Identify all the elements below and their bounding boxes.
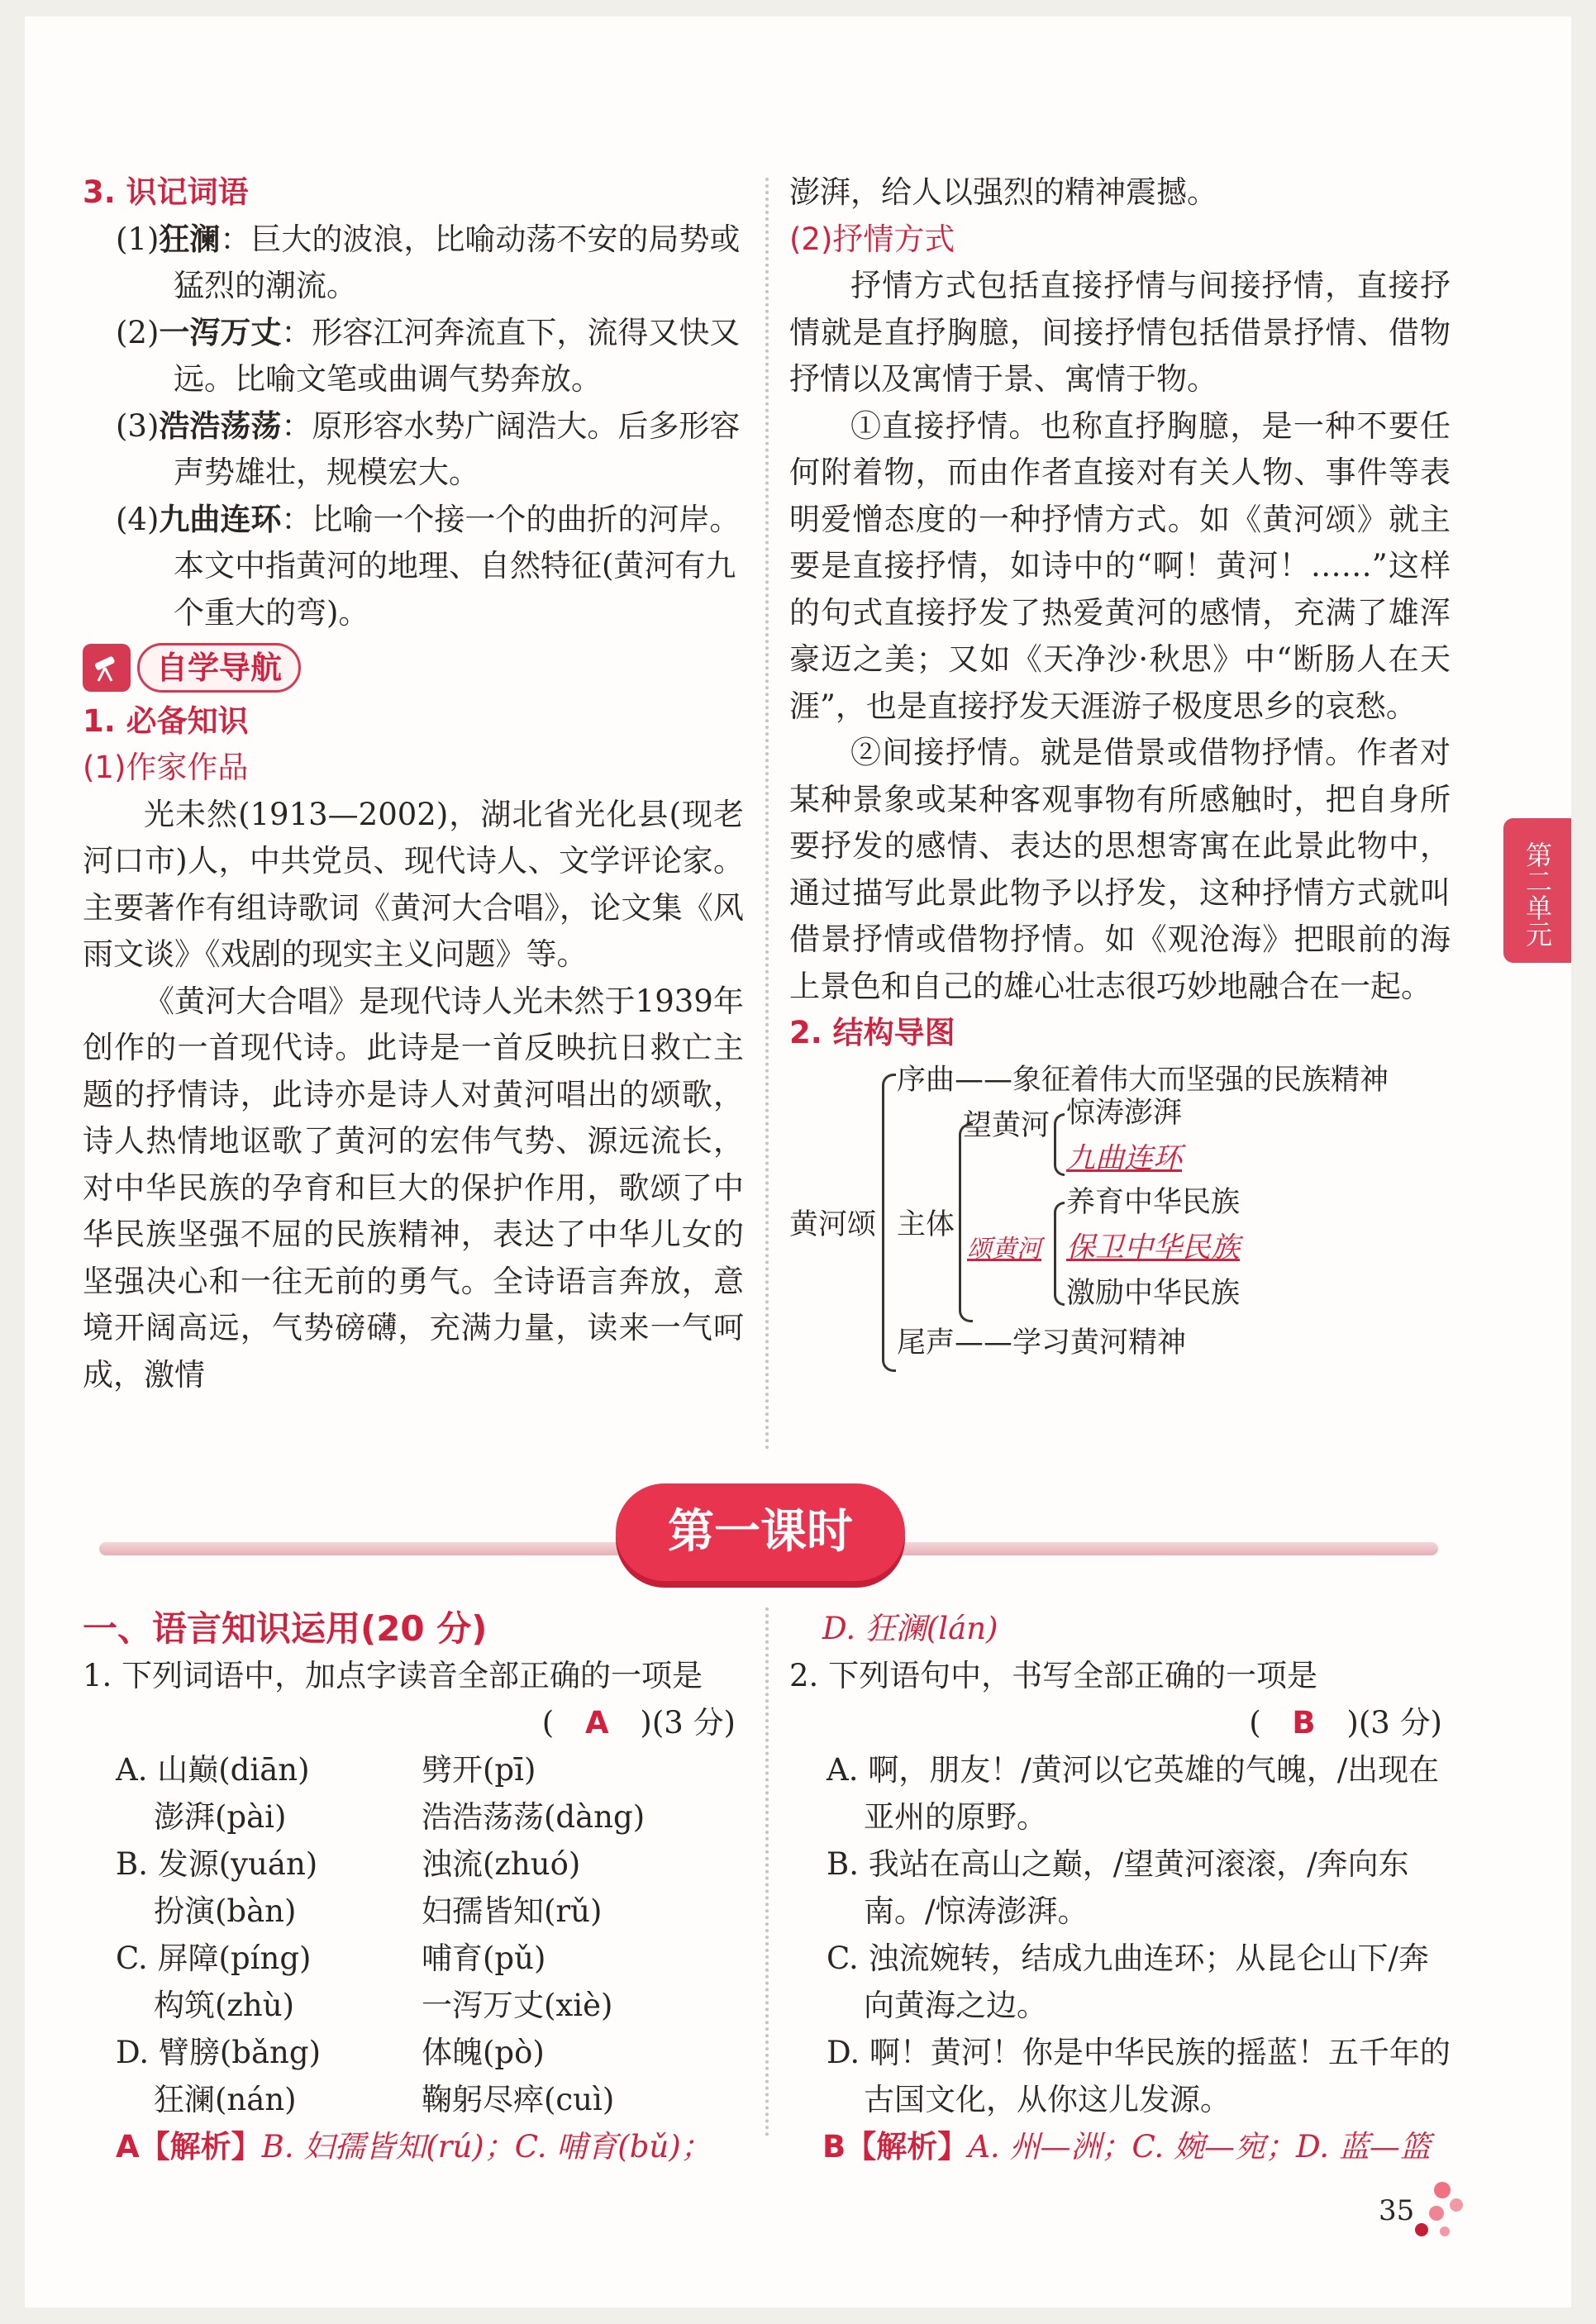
map-wang-item: 惊涛澎湃 — [1066, 1096, 1183, 1130]
section-title: 一、语言知识运用(20 分) — [83, 1608, 488, 1649]
telescope-icon — [83, 644, 131, 692]
vocab-def: ：原形容水势广阔浩大。后多形容声势雄壮，规模宏大。 — [174, 407, 741, 490]
self-study-guide — [83, 643, 301, 693]
option-word: 鞠躬尽瘁(cuì) — [422, 2082, 615, 2117]
q2-option — [789, 2029, 1451, 2123]
author-subtitle: (1)作家作品 — [83, 750, 249, 785]
q1-option-c2 — [83, 1982, 744, 2029]
explain-text: A. 州—洲；C. 婉—宛；D. 蓝—篮 — [968, 2129, 1431, 2164]
map-song-item-answer: 保卫中华民族 — [1066, 1231, 1241, 1264]
lyric-subtitle: (2)抒情方式 — [789, 221, 955, 257]
option-label: C. — [116, 1941, 148, 1976]
left-column — [83, 169, 744, 1398]
vocab-term: 一泻万丈 — [159, 314, 282, 350]
option-word: 山巅(diān) — [157, 1752, 310, 1788]
q1-paren: ( — [541, 1705, 555, 1741]
q2-explanation — [789, 2123, 1451, 2170]
option-label: B. — [827, 1846, 859, 1882]
questions-left — [83, 1605, 744, 2170]
q1-stem-text: 1. 下列词语中，加点字读音全部正确的一项是 — [83, 1658, 703, 1693]
q2-answer: B — [1292, 1705, 1316, 1741]
option-word: 澎湃(pài) — [154, 1799, 287, 1835]
option-text: 啊，朋友！/黄河以它英雄的气魄，/出现在亚州的原野。 — [864, 1752, 1440, 1835]
option-word: 屏障(píng) — [157, 1941, 312, 1976]
map-song-item: 养育中华民族 — [1066, 1185, 1241, 1219]
guide-label: 自学导航 — [137, 643, 301, 693]
vocab-item — [83, 217, 744, 310]
vocab-item — [83, 403, 744, 497]
column-divider-bottom — [765, 1607, 769, 2136]
q1-option-a2 — [83, 1793, 744, 1841]
map-prelude: 序曲——象征着伟大而坚强的民族精神 — [897, 1063, 1389, 1097]
vocab-num: (4) — [116, 501, 160, 537]
q2-option — [789, 1746, 1451, 1841]
vocab-term: 九曲连环 — [159, 501, 282, 537]
indirect-lyric-paragraph: ②间接抒情。就是借景或借物抒情。作者对某种景象或某种客观事物有所感触时，把自身所要抒发的感情、表达的思想寄寓在此景此物中，通过描写此景此物予以抒发，这种抒情方式就叫借景抒情或借物抒情。如《观沧海》把眼前的海上景色和自己的雄心壮志很巧妙地融合在一起。 — [789, 735, 1451, 1004]
explain-text: B. 妇孺皆知(rú)；C. 哺育(bǔ)； — [261, 2129, 712, 2164]
knowledge-title: 1. 必备知识 — [83, 702, 249, 739]
wang-brace — [1054, 1113, 1065, 1176]
option-word: 浊流(zhuó) — [422, 1846, 581, 1882]
q1-score: )(3 分) — [640, 1705, 736, 1741]
root-brace — [882, 1074, 896, 1372]
option-word: 臂膀(bǎng) — [158, 2035, 322, 2070]
song-brace — [1054, 1202, 1065, 1306]
option-word: 哺育(pǔ) — [422, 1941, 546, 1976]
option-label: A. — [116, 1752, 148, 1788]
direct-lyric-paragraph: ①直接抒情。也称直抒胸臆，是一种不要任何附着物，而由作者直接对有关人物、事件等表明爱憎态度的一种抒情方式。如《黄河颂》就主要是直接抒情，如诗中的“啊！黄河！……”这样的句式直接抒发了热爱黄河的感情，充满了雄浑豪迈之美；又如《天净沙·秋思》中“断肠人在天涯”，也是直接抒发天涯游子极度思乡的哀愁。 — [789, 407, 1451, 724]
body-brace — [959, 1123, 973, 1322]
option-word: 妇孺皆知(rǔ) — [422, 1893, 603, 1929]
option-word: 扮演(bàn) — [154, 1893, 297, 1929]
q1-option-c — [83, 1935, 744, 1982]
q2-option — [789, 1935, 1451, 2029]
q1-option-a — [83, 1746, 744, 1793]
option-label: C. — [827, 1941, 859, 1976]
option-text: 浊流婉转，结成九曲连环；从昆仑山下/奔向黄海之边。 — [864, 1941, 1429, 2023]
q2-answer-line — [789, 1699, 1451, 1746]
map-title: 2. 结构导图 — [789, 1015, 955, 1050]
option-label: B. — [116, 1846, 148, 1882]
q1-option-b2 — [83, 1888, 744, 1935]
q2-option — [789, 1841, 1451, 1935]
lesson-banner: 第一课时 — [616, 1483, 905, 1581]
q2-score: )(3 分) — [1346, 1705, 1442, 1741]
q1-stem — [83, 1652, 744, 1699]
option-word: 狂澜(nán) — [154, 2082, 297, 2117]
q2-paren: ( — [1249, 1705, 1261, 1741]
q1-option-d — [83, 2029, 744, 2076]
vocab-num: (2) — [116, 314, 160, 350]
explain-tag: A【解析】 — [116, 2129, 262, 2164]
vocab-def: ：巨大的波浪，比喻动荡不安的局势或猛烈的潮流。 — [174, 221, 741, 303]
vocab-num: (1) — [116, 221, 160, 257]
option-word: 发源(yuán) — [157, 1846, 318, 1882]
q1-option-b — [83, 1841, 744, 1888]
structure-mind-map — [789, 1057, 1451, 1404]
option-label: D. — [827, 2035, 860, 2070]
vocab-def: ：形容江河奔流直下，流得又快又远。比喻文笔或曲调气势奔放。 — [174, 314, 741, 397]
page-number: 35 — [1379, 2194, 1415, 2227]
map-wang-item-answer: 九曲连环 — [1066, 1141, 1183, 1175]
lyric-paragraph: 抒情方式包括直接抒情与间接抒情，直接抒情就是直抒胸臆，间接抒情包括借景抒情、借物抒情以及寓情于景、寓情于物。 — [789, 268, 1451, 397]
q1-explanation — [83, 2123, 744, 2170]
vocab-term: 浩浩荡荡 — [159, 407, 282, 444]
continued-text: 澎湃，给人以强烈的精神震撼。 — [789, 174, 1217, 210]
vocab-title: 3. 识记词语 — [83, 174, 249, 210]
option-label: D. — [116, 2035, 150, 2070]
vocab-num: (3) — [116, 407, 160, 444]
option-word: 构筑(zhù) — [154, 1988, 295, 2023]
unit-side-tab: 第二单元 — [1503, 818, 1571, 963]
vocab-item — [83, 497, 744, 637]
vocab-def: ：比喻一个接一个的曲折的河岸。本文中指黄河的地理、自然特征(黄河有九个重大的弯)。 — [174, 501, 741, 631]
q1-continued-option: D. 狂澜(lán) — [822, 1611, 998, 1646]
q1-option-d2 — [83, 2076, 744, 2123]
map-body: 主体 — [897, 1207, 955, 1241]
author-paragraph: 光未然(1913—2002)，湖北省光化县(现老河口市)人，中共党员、现代诗人、文学评论家。主要著作有组诗歌词《黄河大合唱》，论文集《风雨文谈》《戏剧的现实主义问题》等。 — [83, 796, 744, 972]
vocab-item — [83, 310, 744, 403]
option-word: 劈开(pī) — [422, 1752, 536, 1788]
right-column — [789, 169, 1451, 1404]
map-wang: 望黄河 — [963, 1108, 1051, 1142]
q1-answer-line — [83, 1699, 744, 1746]
option-text: 啊！黄河！你是中华民族的摇蓝！五千年的古国文化，从你这儿发源。 — [864, 2035, 1451, 2117]
option-label: A. — [827, 1752, 859, 1788]
option-word: 体魄(pò) — [422, 2035, 545, 2070]
option-word: 浩浩荡荡(dàng) — [422, 1799, 646, 1835]
q1-answer: A — [584, 1705, 609, 1741]
map-coda: 尾声——学习黄河精神 — [897, 1326, 1187, 1360]
map-root: 黄河颂 — [789, 1207, 877, 1241]
q2-stem: 2. 下列语句中，书写全部正确的一项是 — [789, 1658, 1318, 1693]
column-divider — [765, 178, 769, 1450]
map-song-item: 激励中华民族 — [1066, 1276, 1241, 1310]
poem-paragraph: 《黄河大合唱》是现代诗人光未然于1939年创作的一首现代诗。此诗是一首反映抗日救亡主题的抒情诗，此诗亦是诗人对黄河唱出的颂歌，诗人热情地讴歌了黄河的宏伟气势、源远流长，对中华民族的孕育和巨大的保护作用，歌颂了中华民族坚强不屈的民族精神，表达了中华儿女的坚强决心和一往无前的勇气。全诗语言奔放，意境开阔高远，气势磅礴，充满力量，读来一气呵成，激情 — [83, 983, 744, 1393]
map-song-answer: 颂黄河 — [967, 1234, 1041, 1264]
questions-right — [789, 1605, 1451, 2170]
vocab-term: 狂澜 — [159, 221, 221, 257]
explain-tag: B【解析】 — [822, 2129, 969, 2164]
option-text: 我站在高山之巅，/望黄河滚滚，/奔向东南。/惊涛澎湃。 — [864, 1846, 1409, 1929]
option-word: 一泻万丈(xiè) — [422, 1988, 613, 2023]
